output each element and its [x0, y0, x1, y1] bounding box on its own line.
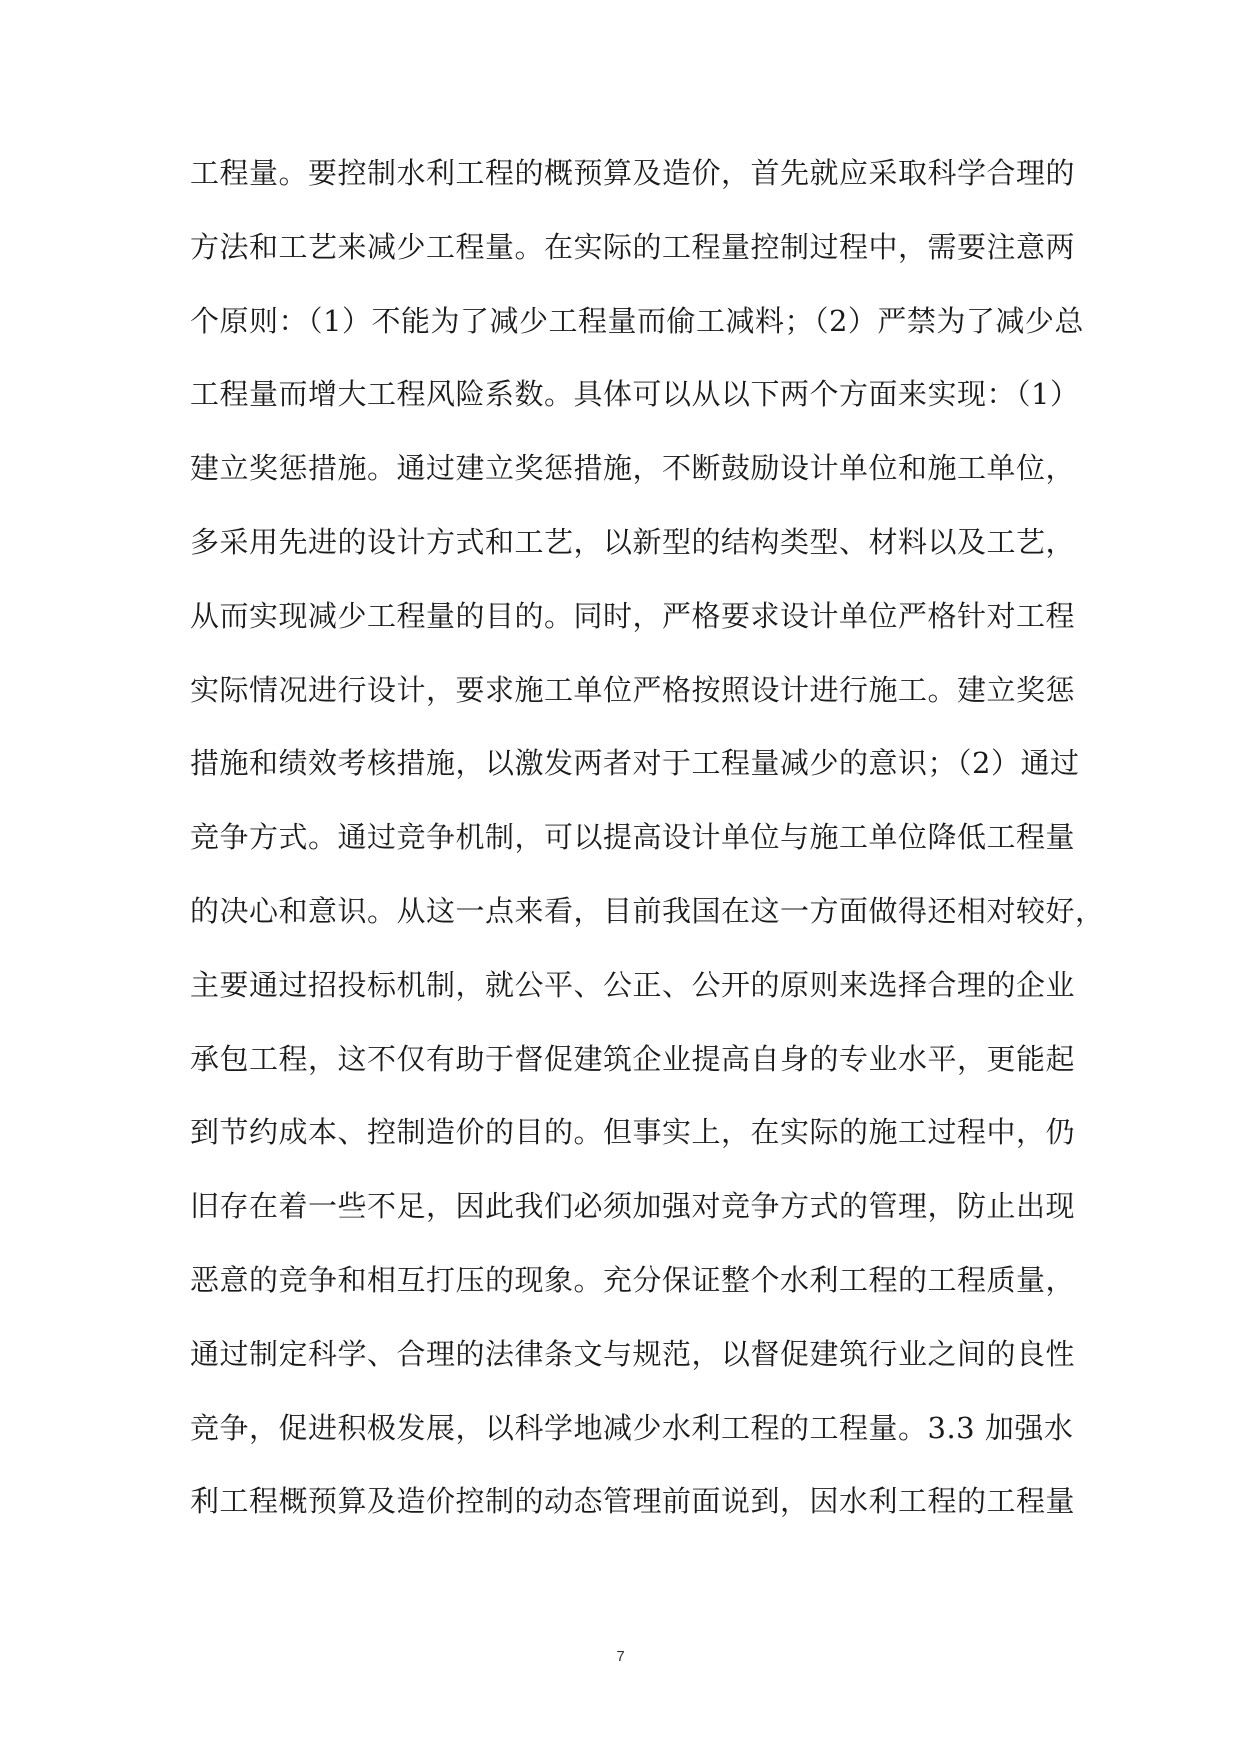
- text-line: 建立奖惩措施。通过建立奖惩措施，不断鼓励设计单位和施工单位，: [190, 451, 1076, 486]
- text-line: 恶意的竞争和相互打压的现象。充分保证整个水利工程的工程质量，: [190, 1262, 1076, 1297]
- text-line: 到节约成本、控制造价的目的。但事实上，在实际的施工过程中，仍: [190, 1115, 1076, 1150]
- text-line: 实际情况进行设计，要求施工单位严格按照设计进行施工。建立奖惩: [190, 672, 1076, 707]
- text-line: 的决心和意识。从这一点来看，目前我国在这一方面做得还相对较好，: [190, 893, 1105, 928]
- text-line: 竞争方式。通过竞争机制，可以提高设计单位与施工单位降低工程量: [190, 820, 1076, 855]
- text-line: 方法和工艺来减少工程量。在实际的工程量控制过程中，需要注意两: [190, 229, 1076, 264]
- text-line: 利工程概预算及造价控制的动态管理前面说到，因水利工程的工程量: [190, 1484, 1076, 1519]
- text-line: 主要通过招投标机制，就公平、公正、公开的原则来选择合理的企业: [190, 967, 1076, 1002]
- text-line: 旧存在着一些不足，因此我们必须加强对竞争方式的管理，防止出现: [190, 1189, 1076, 1224]
- text-line: 工程量。要控制水利工程的概预算及造价，首先就应采取科学合理的: [190, 156, 1076, 190]
- body-text: [190, 148, 1105, 1550]
- text-line: 个原则：（1）不能为了减少工程量而偷工减料；（2）严禁为了减少总: [190, 303, 1084, 338]
- text-line: 竞争，促进积极发展，以科学地减少水利工程的工程量。3.3 加强水: [190, 1410, 1074, 1445]
- text-line: 工程量而增大工程风险系数。具体可以从以下两个方面来实现：（1）: [190, 377, 1080, 412]
- text-line: 承包工程，这不仅有助于督促建筑企业提高自身的专业水平，更能起: [190, 1041, 1076, 1076]
- text-line: 通过制定科学、合理的法律条文与规范，以督促建筑行业之间的良性: [190, 1336, 1076, 1371]
- text-line: 措施和绩效考核措施，以激发两者对于工程量减少的意识；（2）通过: [190, 746, 1080, 781]
- page-number: 7: [616, 1648, 625, 1665]
- text-line: 多采用先进的设计方式和工艺，以新型的结构类型、材料以及工艺，: [190, 524, 1076, 559]
- text-line: 从而实现减少工程量的目的。同时，严格要求设计单位严格针对工程: [190, 598, 1076, 633]
